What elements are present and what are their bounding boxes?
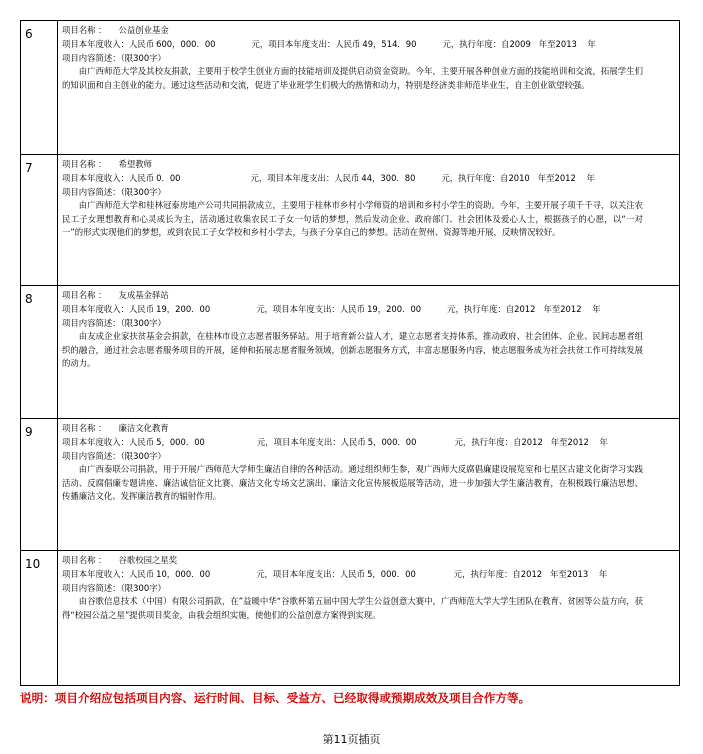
content-label: 项目内容简述：（限300字）: [62, 53, 166, 63]
project-name-line: [62, 23, 673, 37]
income-label: 项目本年度收入：人民币: [62, 39, 155, 49]
year-end: 年: [599, 437, 608, 447]
project-name-label: 项目名称 ：: [62, 423, 107, 433]
table-row: [21, 419, 680, 551]
row-body: [58, 21, 680, 154]
expense-unit: 元，执行年度：自: [441, 173, 509, 183]
expense-unit: 元，执行年度：自: [442, 39, 510, 49]
project-description: 由广西师范大学及其校友捐款，主要用于校学生创业方面的技能培训及提供启动资金资助。今年，主要开展各种创业方面的技能培训和交流，拓展学生们的知识面和自主创业的能力。通过这些活动和交流，促进了毕业班学生们极大的热情和动力，特别是经济类非师范毕业生，自主创业欲望较强。: [62, 66, 643, 90]
budget-line: [62, 435, 673, 449]
row-number: 7: [21, 155, 58, 285]
year-mid: 年至: [537, 173, 555, 183]
year-from: 2012: [520, 569, 543, 579]
year-from: 2012: [521, 437, 543, 447]
year-mid: 年至: [550, 437, 568, 447]
budget-line: [62, 37, 673, 51]
income-label: 项目本年度收入：人民币: [62, 569, 155, 579]
year-from: 2010: [508, 173, 530, 183]
year-to: 2013: [555, 39, 577, 49]
content-label: 项目内容简述：（限300字）: [62, 187, 166, 197]
year-mid: 年至: [550, 569, 567, 579]
row-body: [58, 155, 680, 285]
projects-table: [20, 20, 680, 686]
year-end: 年: [598, 569, 608, 579]
content-label: 项目内容简述：（限300字）: [62, 318, 166, 328]
row-number: 6: [21, 21, 58, 154]
expense-value: 49，514．90: [362, 39, 417, 49]
project-name: 谷歌校园之星奖: [118, 555, 178, 565]
year-end: 年: [587, 39, 596, 49]
income-value: 0．00: [156, 173, 181, 183]
row-body: [58, 419, 680, 550]
year-mid: 年至: [543, 304, 561, 314]
income-unit: 元，项目本年度支出：人民币: [250, 173, 360, 183]
year-from: 2012: [514, 304, 536, 314]
project-name-label: 项目名称 ：: [62, 555, 107, 565]
row-number: 10: [21, 551, 58, 685]
income-value: 10，000．00: [156, 569, 211, 579]
project-name-line: [62, 288, 673, 302]
year-to: 2013: [566, 569, 589, 579]
table-row: [21, 286, 680, 419]
content-label: 项目内容简述：（限300字）: [62, 583, 166, 593]
project-name: 希望教师: [118, 159, 153, 169]
income-value: 600，000．00: [156, 39, 216, 49]
income-unit: 元，项目本年度支出：人民币: [256, 304, 366, 314]
project-description: 由广西师范大学和桂林冠泰房地产公司共同捐款成立，主要用于桂林市乡村小学师资的培训和乡村小学生的资助。今年，主要开展子项千千寻，以关注农民工子女理想教育和心灵成长为主，活动通过收集农民工子女一句话的梦想，然后发动企业、政府部门、社会团体及爱心人士，根据孩子的心愿，以“一对一”的形式实现他们的梦想，或到农民工子女学校和乡村小学去，与孩子分享自己的梦想。活动在贺州、资源等地开展，反映情况较好。: [62, 200, 643, 237]
expense-value: 5，000．00: [367, 437, 417, 447]
row-body: [58, 551, 680, 685]
year-to: 2012: [567, 437, 589, 447]
year-end: 年: [586, 173, 595, 183]
project-description: 由谷歌信息技术（中国）有限公司捐款，在”益暖中华“谷歌杯第五届中国大学生公益创意大赛中，广西师范大学大学生团队在教育、贫困等公益方向，获得“校园公益之星”提供项目奖金，由我会组织实施，使他们的公益创意方案得到实现。: [62, 596, 643, 620]
project-name: 廉洁文化教育: [118, 423, 169, 433]
year-to: 2012: [560, 304, 582, 314]
table-row: [21, 21, 680, 155]
budget-line: [62, 567, 673, 581]
project-name-line: [62, 421, 673, 435]
year-to: 2012: [554, 173, 576, 183]
income-label: 项目本年度收入：人民币: [62, 304, 155, 314]
income-value: 19，200．00: [156, 304, 211, 314]
income-value: 5，000．00: [156, 437, 205, 447]
expense-value: 44，300．80: [361, 173, 416, 183]
project-name-label: 项目名称 ：: [62, 159, 107, 169]
project-description: 由友成企业家扶贫基金会捐款，在桂林市设立志愿者服务驿站。用于培育新公益人才，建立志愿者支持体系，推动政府、社会团体、企业、民间志愿者组织的融合，通过社会志愿者服务项目的开展，延伸和拓展志愿者服务领域，创新志愿服务方式，丰富志愿服务内容，使志愿服务成为社会扶贫工作可持续发展的动力。: [62, 331, 643, 368]
budget-line: [62, 302, 673, 316]
project-name-line: [62, 157, 673, 171]
project-name: 友成基金驿站: [118, 290, 169, 300]
table-row: [21, 155, 680, 286]
expense-value: 5，000．00: [367, 569, 416, 579]
project-name-line: [62, 553, 673, 567]
row-number: 9: [21, 419, 58, 550]
expense-value: 19，200．00: [367, 304, 422, 314]
project-name: 公益创业基金: [118, 25, 169, 35]
project-name-label: 项目名称 ：: [62, 290, 107, 300]
income-unit: 元，项目本年度支出：人民币: [251, 39, 361, 49]
income-unit: 元，项目本年度支出：人民币: [256, 569, 366, 579]
income-unit: 元，项目本年度支出：人民币: [256, 437, 366, 447]
year-end: 年: [592, 304, 601, 314]
project-name-label: 项目名称 ：: [62, 25, 107, 35]
year-mid: 年至: [538, 39, 556, 49]
income-label: 项目本年度收入：人民币: [62, 437, 155, 447]
row-number: 8: [21, 286, 58, 418]
expense-unit: 元，执行年度：自: [453, 569, 521, 579]
income-label: 项目本年度收入：人民币: [62, 173, 155, 183]
row-body: [58, 286, 680, 418]
budget-line: [62, 171, 673, 185]
content-label: 项目内容简述：（限300字）: [62, 451, 166, 461]
page-footer: 第11页插页: [322, 733, 381, 746]
expense-unit: 元，执行年度：自: [447, 304, 515, 314]
project-description: 由广西泰联公司捐款，用于开展广西师范大学师生廉洁自律的各种活动。通过组织师生参，观广西师大反腐倡廉建设展览室和七星区古建文化街学习实践活动、反腐倡廉专题讲座、廉洁诚信征文比赛、廉洁文化专场文艺演出、廉洁文化宣传展板巡展等活动，进一步加强大学生廉洁教育，在积极践行廉洁思想、传播廉洁文化、发挥廉洁教育的辐射作用。: [62, 464, 643, 501]
expense-unit: 元，执行年度：自: [454, 437, 522, 447]
instruction-note: 说明：项目介绍应包括项目内容、运行时间、目标、受益方、已经取得或预期成效及项目合作方等。: [20, 691, 531, 705]
year-from: 2009: [509, 39, 531, 49]
table-row: [21, 551, 680, 686]
